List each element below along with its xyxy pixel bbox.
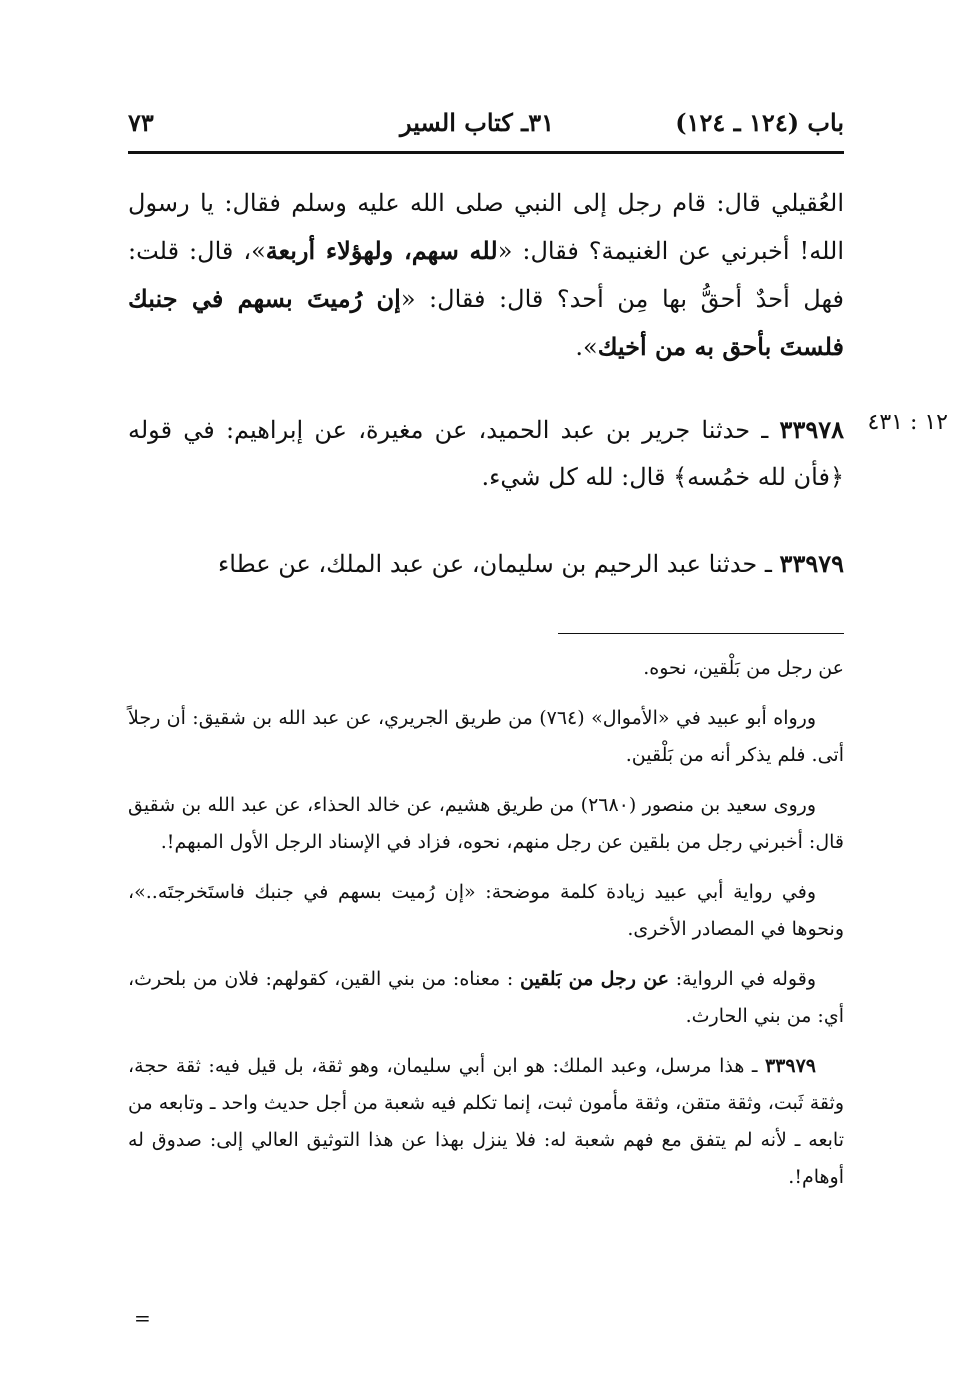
footnote-5-text-a: وقوله في الرواية: xyxy=(669,968,817,990)
continuation-mark: = xyxy=(134,1306,151,1330)
main-text xyxy=(128,180,844,588)
footnote-1: عن رجل من بَلْقين، نحوه. xyxy=(643,657,844,679)
footnote-2: ورواه أبو عبيد في «الأموال» (٧٦٤) من طريق الجريري، عن عبد الله بن شقيق: أن رجلاً أتى. فلم يذكر أنه من بَلْقين. xyxy=(128,707,844,766)
paragraph-1-text-a: العُقيلي قال: قام رجل إلى النبي صلى الله عليه وسلم فقال: يا رسول الله! أخبرني عن الغنيمة؟ فقال: « xyxy=(128,189,844,265)
hadith-text: ـ حدثنا جرير بن عبد الحميد، عن مغيرة، عن إبراهيم: في قوله ﴿فأن لله خمُسه﴾ قال: لله كل شيء. xyxy=(128,416,844,491)
footnote-6-number: ٣٣٩٧٩ xyxy=(764,1055,816,1077)
hadith-number: ٣٣٩٧٨ xyxy=(779,415,844,444)
hadith-33978 xyxy=(128,406,844,500)
hadith-number: ٣٣٩٧٩ xyxy=(779,549,844,578)
paragraph-1-quote-b: إن رُميتَ بسهم في جنبك فلستَ بأحق به من أخيك xyxy=(128,284,844,361)
paragraph-1 xyxy=(128,180,844,370)
footnote-6-text: ـ هذا مرسل، وعبد الملك: هو ابن أبي سليمان، وهو ثقة، بل قيل فيه: ثقة حجة، وثقة ثَبت، وثقة متقن، وثقة مأمون ثبت، إنما تكلم فيه شعبة من أجل حديث واحد ـ وتابعه من تابعه ـ لأنه لم يتفق مع فهم شعبة له: فلا ينزل بهذا عن هذا التوثيق العالي إلى: صدوق له أوهام!. xyxy=(128,1055,844,1188)
chapter-range-title: باب (١٢٤ ـ ١٢٤) xyxy=(675,108,844,137)
paragraph-1-quote-a: لله سهم، ولهؤلاء أربعة xyxy=(265,236,498,265)
header-divider xyxy=(128,151,844,154)
paragraph-1-text-c: ». xyxy=(575,333,598,361)
page-number: ٧٣ xyxy=(128,108,154,137)
page-header xyxy=(128,108,844,148)
margin-reference: ١٢ : ٤٣١ xyxy=(867,410,948,435)
footnote-3: وروى سعيد بن منصور (٢٦٨٠) من طريق هشيم، عن خالد الحذاء، عن عبد الله بن شقيق قال: أخبرني رجل من بلقين عن رجل منهم، نحوه، فزاد في الإسناد الرجل الأول المبهم!. xyxy=(128,794,844,853)
hadith-text: ـ حدثنا عبد الرحيم بن سليمان، عن عبد الملك، عن عطاء xyxy=(217,550,780,578)
paragraph-1-text-b: »، قال: قلت: فهل أحدٌ أحقُّ بها مِن أحد؟ قال: فقال: « xyxy=(128,237,845,313)
footnote-4: وفي رواية أبي عبيد زيادة كلمة موضحة: «إن رُميت بسهم في جنبك فاستَخرجتَه..»، ونحوها في المصادر الأخرى. xyxy=(128,881,844,940)
footnote-5 xyxy=(128,961,844,1035)
book-title: ٣١ـ كتاب السير xyxy=(400,108,554,137)
footnote-6 xyxy=(128,1048,844,1196)
footnote-divider xyxy=(558,633,844,634)
footnotes xyxy=(128,650,844,1209)
footnote-5-bold: عن رجل من بَلقين xyxy=(520,968,670,990)
hadith-33979 xyxy=(128,540,844,588)
footnote-5-text-b: : معناه: من بني القين، كقولهم: فلان من بلحرث، أي: من بني الحارث. xyxy=(128,968,844,1027)
